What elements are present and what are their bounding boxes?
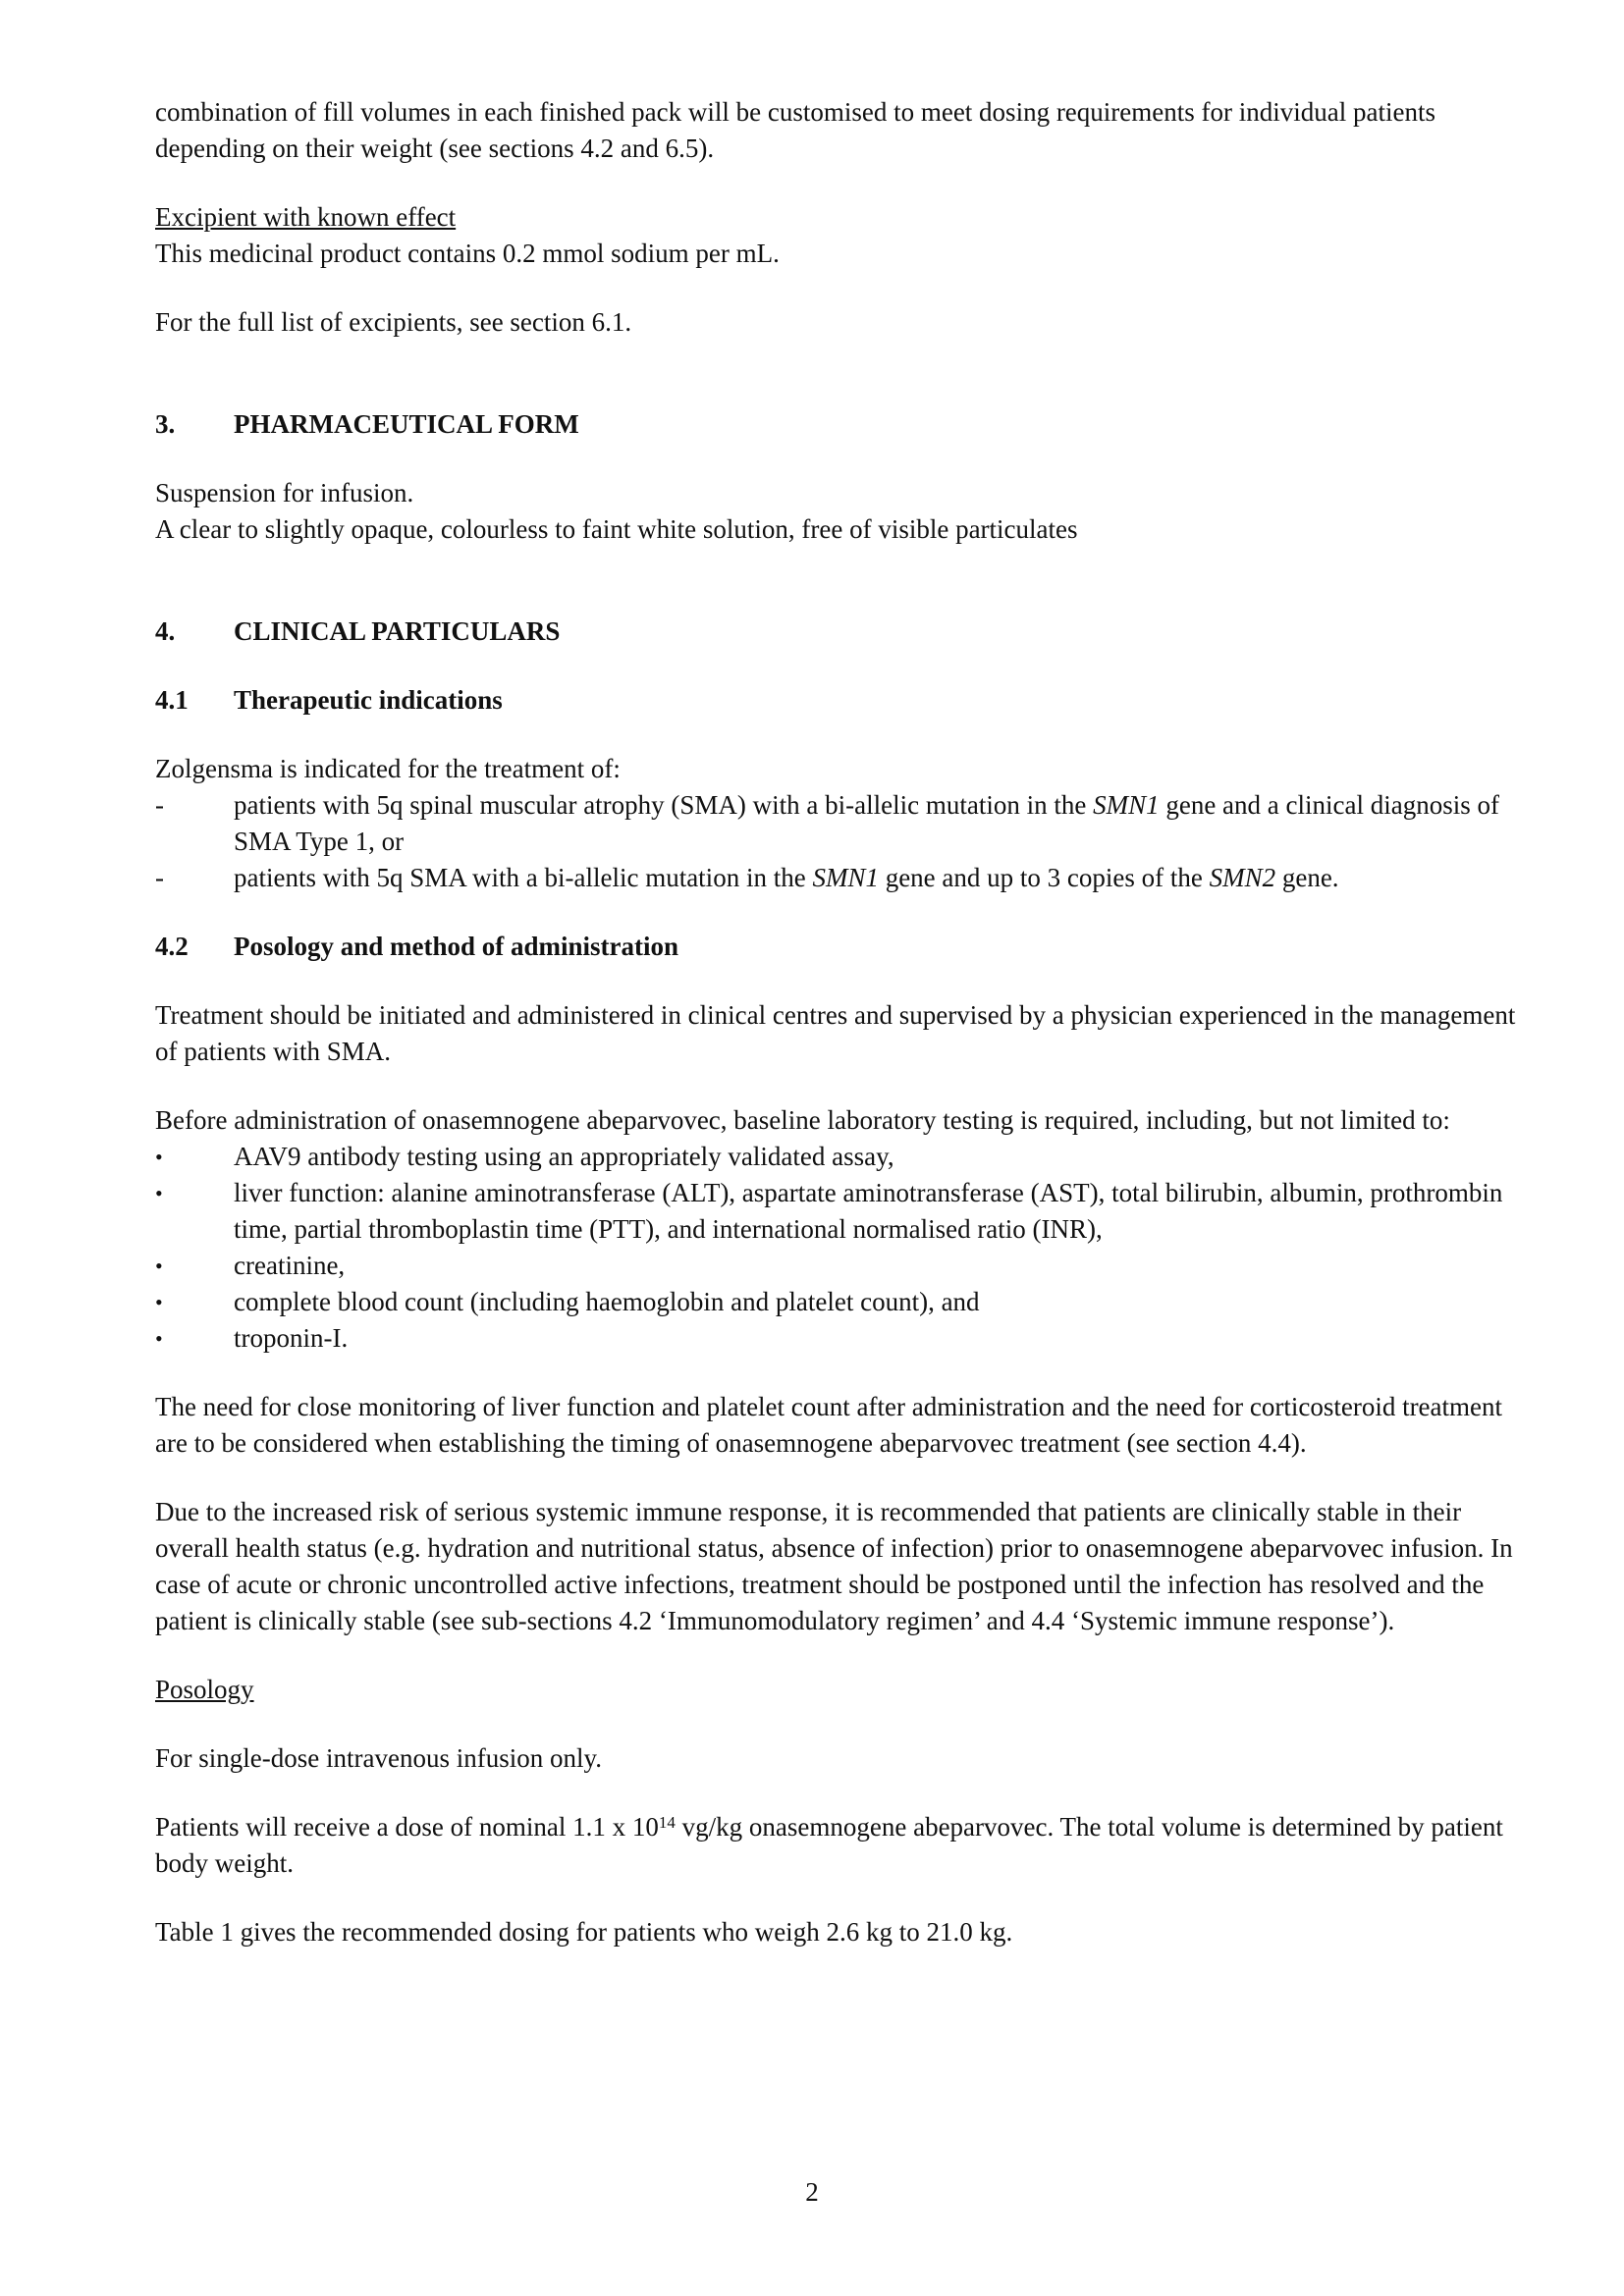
list-item bbox=[155, 1284, 1530, 1320]
posology-heading: Posology bbox=[155, 1675, 254, 1704]
fill-volumes-paragraph: combination of fill volumes in each finished pack will be customised to meet dosing requirements for individual patients depending on their weight (see sections 4.2 and 6.5). bbox=[155, 97, 1435, 163]
list-item-text: AAV9 antibody testing using an appropriately validated assay, bbox=[234, 1142, 894, 1171]
list-item bbox=[155, 1139, 1530, 1175]
excipients-list-reference: For the full list of excipients, see section 6.1. bbox=[155, 307, 632, 337]
section-4-1-heading bbox=[155, 682, 1530, 719]
excipient-heading: Excipient with known effect bbox=[155, 202, 457, 232]
pharmaceutical-form-description: A clear to slightly opaque, colourless to faint white solution, free of visible particulates bbox=[155, 514, 1078, 544]
pharmaceutical-form-line: Suspension for infusion. bbox=[155, 478, 414, 507]
bullet-marker: • bbox=[155, 1181, 163, 1205]
indications-list bbox=[155, 787, 1530, 896]
list-item-text: patients with 5q spinal muscular atrophy (SMA) with a bi-allelic mutation in the SMN1 gene and a clinical diagnosis of SMA Type 1, or bbox=[234, 790, 1499, 856]
list-item bbox=[155, 1248, 1530, 1284]
table-reference-paragraph: Table 1 gives the recommended dosing for patients who weigh 2.6 kg to 21.0 kg. bbox=[155, 1917, 1013, 1947]
section-4-2-heading bbox=[155, 929, 1530, 965]
section-number: 4.2 bbox=[155, 932, 189, 961]
list-item-text: patients with 5q SMA with a bi-allelic mutation in the SMN1 gene and up to 3 copies of the SMN2 gene. bbox=[234, 863, 1339, 892]
list-item-text: creatinine, bbox=[234, 1251, 346, 1280]
baseline-tests-list bbox=[155, 1139, 1530, 1357]
bullet-marker: • bbox=[155, 1326, 163, 1351]
section-3-heading bbox=[155, 406, 1530, 443]
immune-response-paragraph: Due to the increased risk of serious systemic immune response, it is recommended that patients are clinically stable in their overall health status (e.g. hydration and nutritional status, absence of infection) prior to onasemnogene abeparvovec infusion. In case of acute or chronic uncontrolled active infections, treatment should be postponed until the infection has resolved and the patient is clinically stable (see sub-sections 4.2 ‘Immunomodulatory regimen’ and 4.4 ‘Systemic immune response’). bbox=[155, 1497, 1513, 1635]
list-item bbox=[155, 1175, 1530, 1248]
bullet-marker: • bbox=[155, 1290, 163, 1314]
bullet-marker: • bbox=[155, 1145, 163, 1169]
dash-marker: - bbox=[155, 790, 164, 820]
document-page bbox=[155, 94, 1530, 1950]
section-title: CLINICAL PARTICULARS bbox=[234, 616, 561, 646]
dose-paragraph: Patients will receive a dose of nominal 1.1 x $10^{14}$ vg/kg onasemnogene abeparvovec. The total volume is determined by patient body weight. bbox=[155, 1812, 1503, 1878]
indications-intro: Zolgensma is indicated for the treatment of: bbox=[155, 754, 621, 783]
list-item bbox=[155, 787, 1530, 860]
list-item bbox=[155, 1320, 1530, 1357]
dose-exponent: 14 bbox=[658, 1813, 676, 1832]
baseline-testing-paragraph: Before administration of onasemnogene abeparvovec, baseline laboratory testing is required, including, but not limited to: bbox=[155, 1105, 1450, 1135]
section-title: Therapeutic indications bbox=[234, 685, 503, 715]
section-number: 3. bbox=[155, 409, 176, 439]
excipient-text: This medicinal product contains 0.2 mmol sodium per mL. bbox=[155, 239, 780, 268]
list-item-text: liver function: alanine aminotransferase (ALT), aspartate aminotransferase (AST), total bilirubin, albumin, prothrombin time, partial thromboplastin time (PTT), and international normalised ratio (INR), bbox=[234, 1178, 1503, 1244]
list-item-text: troponin-I. bbox=[234, 1323, 349, 1353]
section-title: Posology and method of administration bbox=[234, 932, 679, 961]
single-dose-paragraph: For single-dose intravenous infusion only. bbox=[155, 1743, 602, 1773]
list-item bbox=[155, 860, 1530, 896]
section-number: 4. bbox=[155, 616, 176, 646]
section-4-heading bbox=[155, 614, 1530, 650]
section-number: 4.1 bbox=[155, 685, 189, 715]
page-number: 2 bbox=[805, 2177, 819, 2207]
bullet-marker: • bbox=[155, 1254, 163, 1278]
dash-marker: - bbox=[155, 863, 164, 892]
list-item-text: complete blood count (including haemoglobin and platelet count), and bbox=[234, 1287, 980, 1316]
section-title: PHARMACEUTICAL FORM bbox=[234, 409, 579, 439]
monitoring-paragraph: The need for close monitoring of liver function and platelet count after administration and the need for corticosteroid treatment are to be considered when establishing the timing of onasemnogene abeparvovec treatment (see section 4.4). bbox=[155, 1392, 1503, 1458]
treatment-initiation-paragraph: Treatment should be initiated and administered in clinical centres and supervised by a physician experienced in the management of patients with SMA. bbox=[155, 1000, 1516, 1066]
